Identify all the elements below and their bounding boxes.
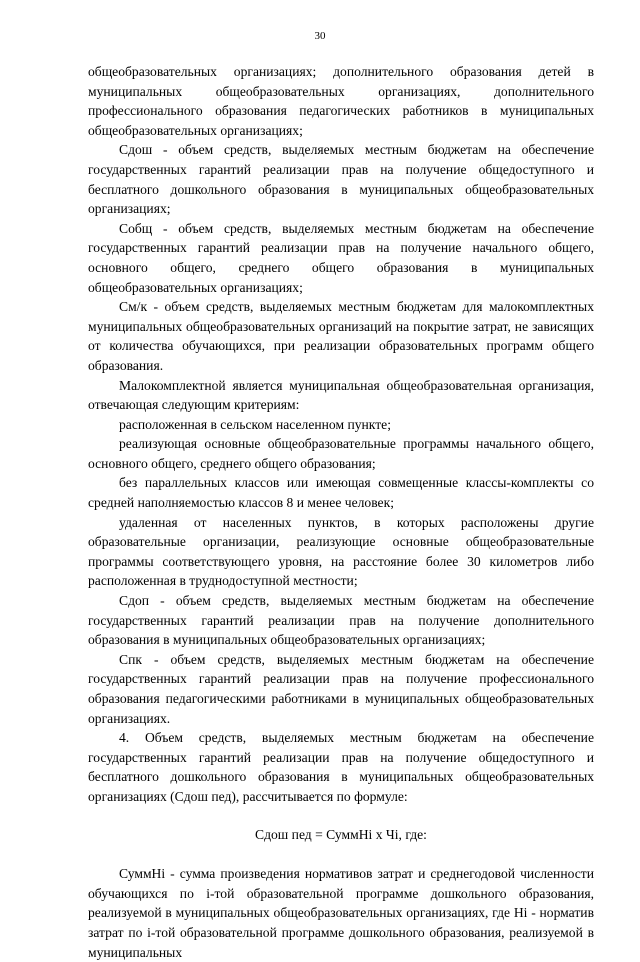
paragraph-sdop-definition: Сдоп - объем средств, выделяемых местным бюджетам на обеспечение государственных гарантий реализации прав на получение дополнительного образования в муниципальных общеобразовательных организациях; [88,593,594,648]
criterion-programs: реализующая основные общеобразовательные программы начального общего, основного общего, среднего общего образования; [88,436,594,471]
formula: Сдош пед = СуммНi х Чi, где: [255,826,427,842]
paragraph-continuation: общеобразовательных организациях; дополнительного образования детей в муниципальных общеобразовательных организациях, дополнительного профессионального образования педагогических работников в муниципальных общеобразовательных организациях; [88,64,594,138]
paragraph-small-school-criteria: Малокомплектной является муниципальная общеобразовательная организация, отвечающая следующим критериям: [88,377,594,413]
paragraph-spk-definition: Спк - объем средств, выделяемых местным бюджетам на обеспечение государственных гарантий реализации прав на получение профессионального образования педагогическими работниками в муниципальных общеобразовательных организациях. [88,651,594,726]
document-body [88,62,594,962]
paragraph-sdosh-definition: Сдош - объем средств, выделяемых местным бюджетам на обеспечение государственных гарантий реализации прав на получение общедоступного и бесплатного дошкольного образования в муниципальных общеобразовательных организациях; [88,142,594,217]
paragraph-sobsch-definition: Собщ - объем средств, выделяемых местным бюджетам на обеспечение государственных гарантий реализации прав на получение начального общего, основного общего, среднего общего образования в муниципальных общеобразовательных организациях; [88,220,594,295]
paragraph-summ-definition: СуммНi - сумма произведения нормативов затрат и среднегодовой численности обучающихся по i-той образовательной программе дошкольного образования, реализуемой в муниципальных общеобразовательных организациях, где Нi - норматив затрат по i-той образовательной программе дошкольного образования, реализуемой в муниципальных [88,866,594,960]
paragraph-item-4: 4. Объем средств, выделяемых местным бюджетам на обеспечение государственных гарантий реализации прав на получение общедоступного и бесплатного дошкольного образования в муниципальных общеобразовательных организациях (Сдош пед), рассчитывается по формуле: [88,730,594,804]
paragraph-smk-definition: См/к - объем средств, выделяемых местным бюджетам для малокомплектных муниципальных общеобразовательных организаций на покрытие затрат, не зависящих от количества обучающихся, при реализации образовательных программ общего образования. [88,299,594,373]
page-number: 30 [314,30,326,42]
criterion-classes: без параллельных классов или имеющая совмещенные классы-комплекты со средней наполняемостью классов 8 и менее человек; [88,475,594,511]
criterion-remote: удаленная от населенных пунктов, в которых расположены другие образовательные организации, реализующие основные общеобразовательные программы соответствующего уровня, на расстояние более 30 километров либо расположенная в труднодоступной местности; [88,514,594,589]
criterion-rural: расположенная в сельском населенном пункте; [119,416,391,432]
